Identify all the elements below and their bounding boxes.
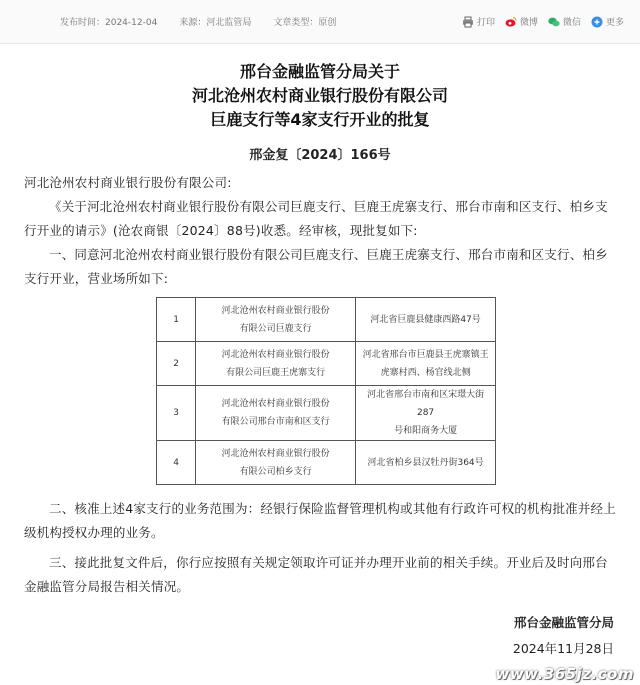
table-row	[157, 386, 496, 441]
article-meta-bar	[0, 0, 640, 44]
paragraph-business-scope: 二、核准上述4家支行的业务范围为：经银行保险监督管理机构或其他有行政许可权的机构批准并经上级机构授权办理的业务。	[24, 501, 616, 540]
title-line-2: 河北沧州农村商业银行股份有限公司	[191, 86, 448, 105]
branch-number: 4	[157, 441, 196, 485]
weibo-share-button[interactable]	[505, 15, 538, 28]
paragraph-approval: 一、同意河北沧州农村商业银行股份有限公司巨鹿支行、巨鹿王虎寨支行、邢台市南和区支行、柏乡支行开业，营业场所如下:	[24, 247, 608, 286]
document-number: 邢金复〔2024〕166号	[249, 148, 391, 163]
publish-time: 发布时间：2024-12-04	[60, 18, 158, 28]
title-line-3: 巨鹿支行等4家支行开业的批复	[210, 110, 430, 129]
branch-number: 3	[157, 386, 196, 441]
branch-name: 河北沧州农村商业银行股份 有限公司柏乡支行	[196, 441, 356, 485]
branch-name: 河北沧州农村商业银行股份 有限公司巨鹿支行	[196, 298, 356, 342]
branch-name: 河北沧州农村商业银行股份 有限公司巨鹿王虎寨支行	[196, 342, 356, 386]
more-share-icon	[591, 16, 603, 28]
branch-number: 2	[157, 342, 196, 386]
addressee: 河北沧州农村商业银行股份有限公司:	[24, 175, 232, 190]
branch-number: 1	[157, 298, 196, 342]
print-button[interactable]	[462, 15, 495, 28]
issuer-signature: 邢台金融监管分局	[513, 615, 614, 630]
share-toolbar	[462, 15, 624, 28]
document-title	[0, 60, 640, 132]
branch-address: 河北省邢台市南和区宋璟大街287 号和阳商务大厦	[356, 386, 496, 441]
branch-name: 河北沧州农村商业银行股份 有限公司邢台市南和区支行	[196, 386, 356, 441]
weibo-label: 微博	[519, 18, 538, 28]
article-type: 文章类型：原创	[273, 18, 337, 28]
source: 来源：河北监管局	[179, 18, 252, 28]
print-label: 打印	[476, 18, 495, 28]
issue-date: 2024年11月28日	[512, 641, 614, 656]
printer-icon	[462, 16, 474, 28]
paragraph-procedures: 三、接此批复文件后，你行应按照有关规定领取许可证并办理开业前的相关手续。开业后及时向邢台金融监管分局报告相关情况。	[24, 555, 608, 594]
wechat-icon	[548, 16, 560, 28]
table-row	[157, 298, 496, 342]
more-share-button[interactable]	[591, 15, 624, 28]
wechat-label: 微信	[562, 18, 581, 28]
branch-address: 河北省邢台市巨鹿县王虎寨镇王 虎寨村西、杨官线北侧	[356, 342, 496, 386]
watermark: www.365jz.com	[495, 665, 634, 683]
paragraph-request: 《关于河北沧州农村商业银行股份有限公司巨鹿支行、巨鹿王虎寨支行、邢台市南和区支行、柏乡支行开业的请示》(沧农商银〔2024〕88号)收悉。经审核，现批复如下:	[24, 199, 608, 238]
branch-table	[156, 297, 496, 485]
wechat-share-button[interactable]	[548, 15, 581, 28]
table-row	[157, 441, 496, 485]
title-line-1: 邢台金融监管分局关于	[239, 62, 400, 81]
branch-address: 河北省巨鹿县健康西路47号	[356, 298, 496, 342]
weibo-icon	[505, 16, 517, 28]
more-label: 更多	[605, 18, 624, 28]
branch-address: 河北省柏乡县汉牡丹街364号	[356, 441, 496, 485]
table-row	[157, 342, 496, 386]
